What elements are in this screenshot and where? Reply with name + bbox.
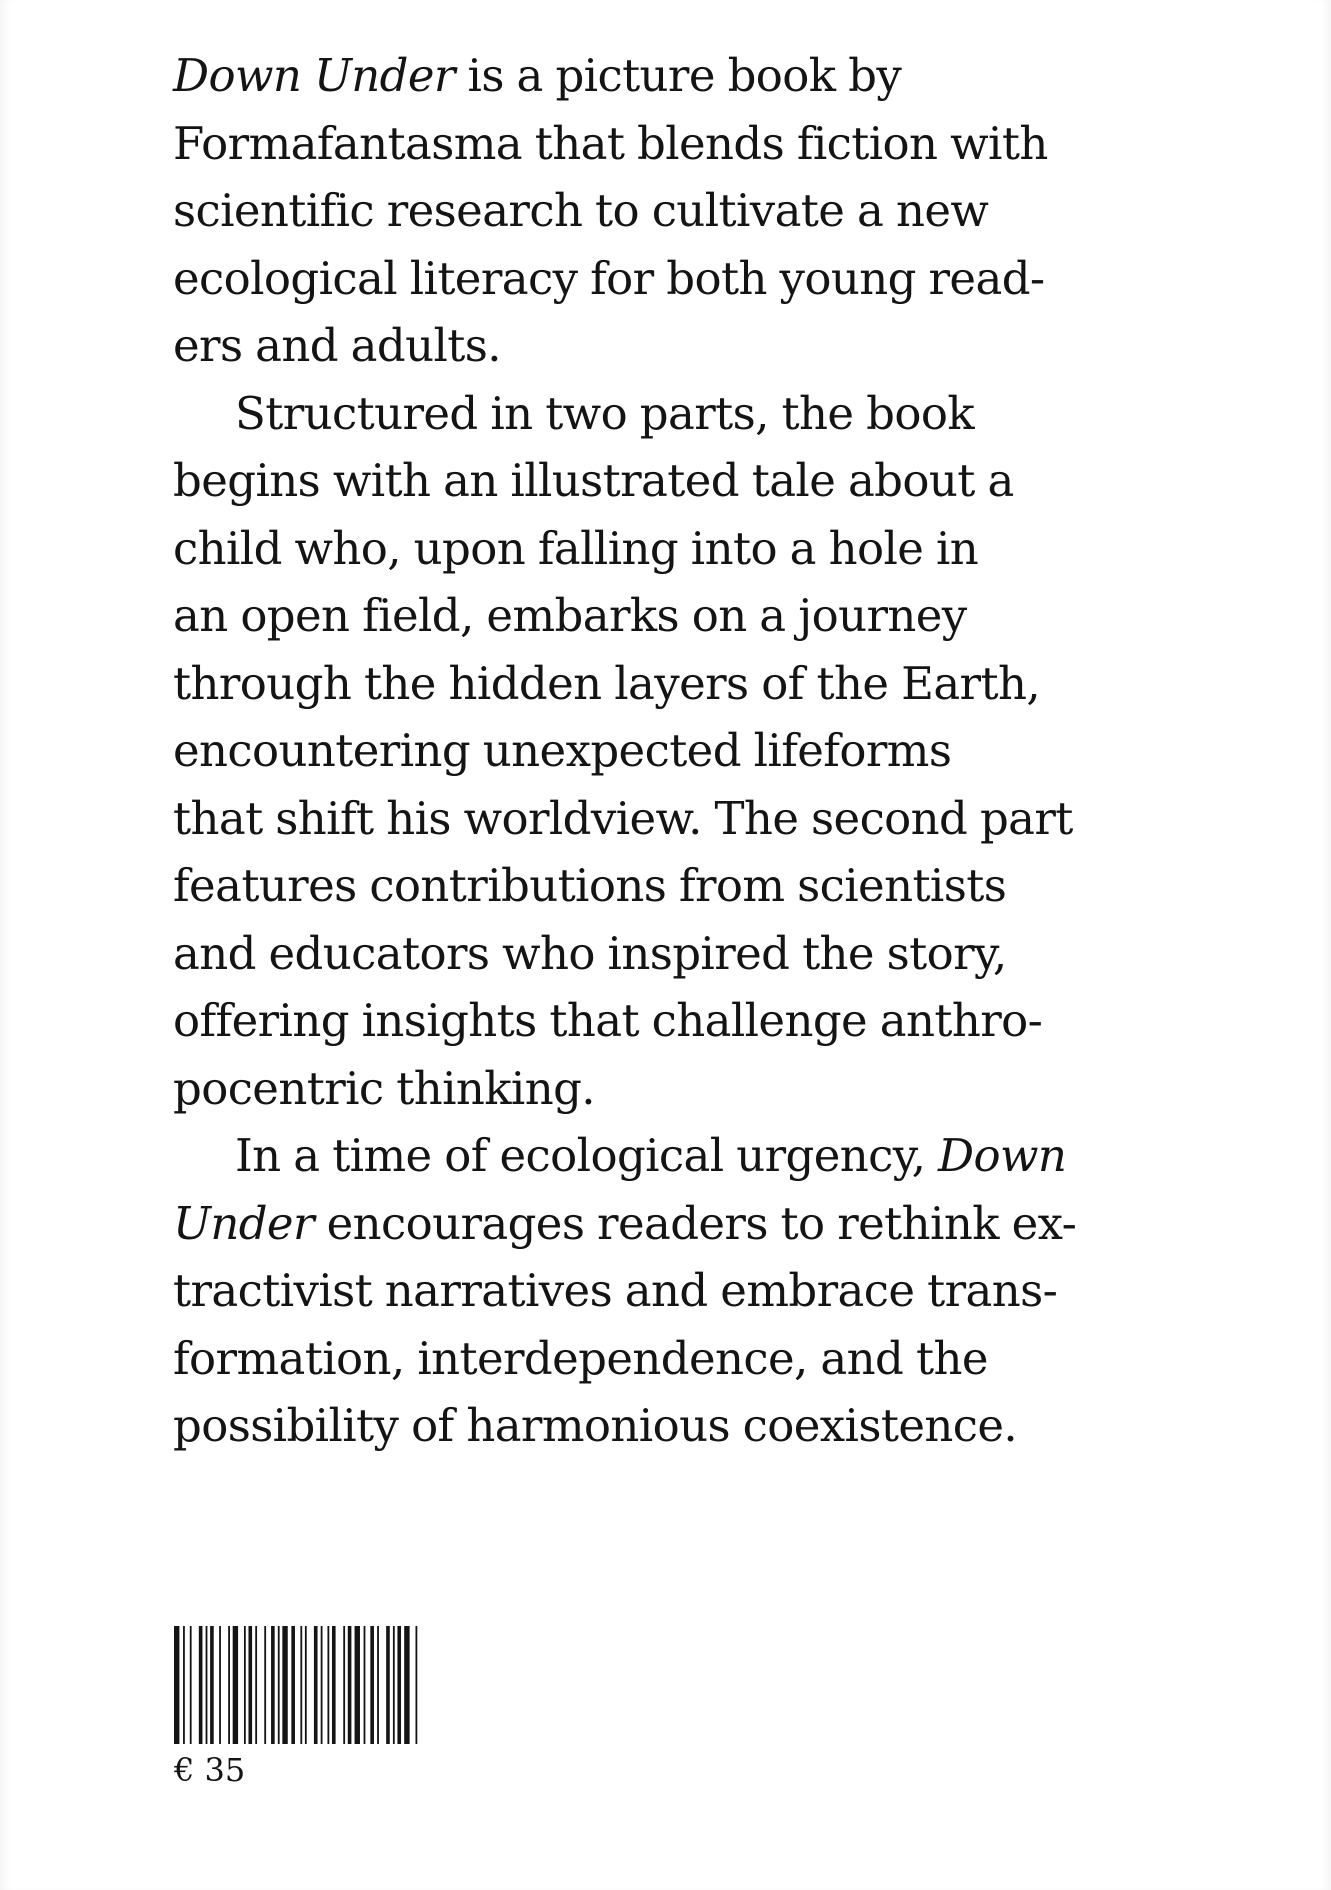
- text-line: [173, 1122, 1163, 1190]
- text-line: [173, 312, 1163, 380]
- text-run: possibility of harmonious coexistence.: [173, 1399, 1018, 1452]
- title-italic: Under: [173, 1196, 314, 1250]
- text-run: encourages readers to rethink ex-: [313, 1196, 1077, 1250]
- text-line: [173, 920, 1163, 988]
- text-run: through the hidden layers of the Earth,: [173, 656, 1041, 710]
- price-label: € 35: [174, 1751, 246, 1789]
- paragraph: [173, 1122, 1163, 1460]
- text-run: an open field, embarks on a journey: [173, 589, 967, 642]
- text-run: features contributions from scientists: [173, 859, 1007, 912]
- text-line: [173, 110, 1163, 178]
- text-run: Structured in two parts, the book: [235, 386, 974, 440]
- text-line: [173, 987, 1163, 1055]
- title-italic: Down Under: [173, 49, 455, 102]
- text-run: formation, interdependence, and the: [173, 1331, 988, 1385]
- text-line: [173, 1055, 1163, 1123]
- title-italic: Down: [938, 1129, 1067, 1182]
- text-line: [173, 515, 1163, 583]
- text-run: pocentric thinking.: [173, 1061, 595, 1115]
- text-line: [173, 380, 1163, 448]
- text-line: [173, 1257, 1163, 1325]
- paragraph: [173, 380, 1163, 1123]
- text-run: and educators who inspired the story,: [173, 926, 1007, 980]
- text-run: In a time of ecological urgency,: [235, 1129, 939, 1182]
- text-line: [173, 1190, 1163, 1258]
- text-line: [173, 447, 1163, 515]
- text-run: encountering unexpected lifeforms: [173, 724, 952, 777]
- text-run: begins with an illustrated tale about a: [173, 454, 1014, 507]
- text-run: Formafantasma that blends fiction with: [173, 116, 1048, 170]
- text-line: [173, 650, 1163, 718]
- text-line: [173, 582, 1163, 650]
- barcode: [174, 1626, 420, 1744]
- text-line: [173, 785, 1163, 853]
- text-run: offering insights that challenge anthro-: [173, 994, 1043, 1047]
- text-line: [173, 1325, 1163, 1393]
- paragraph: [173, 42, 1163, 380]
- text-run: ecological literacy for both young read-: [173, 251, 1045, 305]
- text-run: scientific research to cultivate a new: [173, 184, 989, 237]
- text-line: [173, 177, 1163, 245]
- text-run: ers and adults.: [173, 319, 501, 372]
- text-run: tractivist narratives and embrace trans-: [173, 1264, 1058, 1317]
- text-line: [173, 717, 1163, 785]
- text-line: [173, 1392, 1163, 1460]
- text-run: child who, upon falling into a hole in: [173, 521, 979, 575]
- text-run: that shift his worldview. The second part: [173, 791, 1073, 845]
- blurb-text: [173, 42, 1163, 1460]
- text-line: [173, 42, 1163, 110]
- text-line: [173, 852, 1163, 920]
- text-run: is a picture book by: [454, 49, 902, 102]
- text-line: [173, 245, 1163, 313]
